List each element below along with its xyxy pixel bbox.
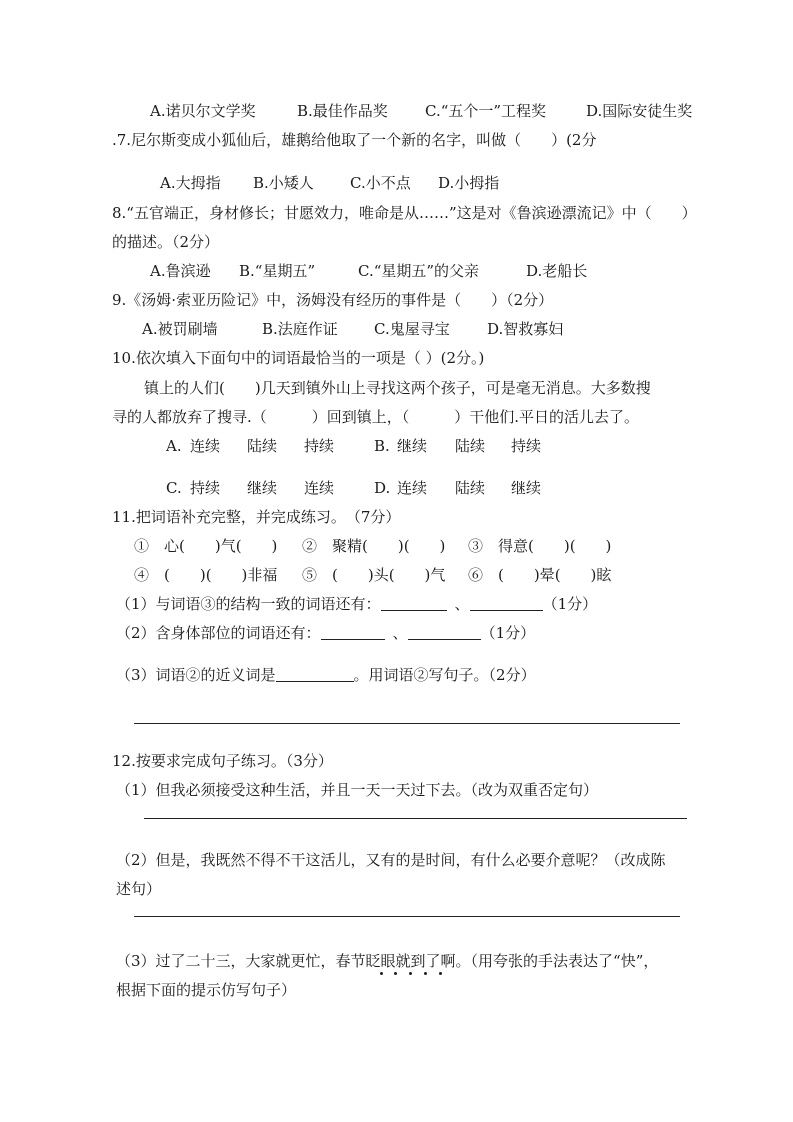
q12-sub2-line1: （2）但是，我既然不得不干这活儿，又有的是时间，有什么必要介意呢？（改成陈 bbox=[116, 851, 666, 869]
emphasis-dot bbox=[409, 972, 412, 975]
q11-sub2 bbox=[116, 623, 535, 643]
emphasis-dot bbox=[380, 972, 383, 975]
q12-stem: 12.按要求完成句子练习。（3分） bbox=[112, 752, 333, 770]
q11-word-2: ② 聚精( )( ) bbox=[302, 537, 446, 555]
q6-option-d: D.国际安徒生奖 bbox=[586, 102, 693, 120]
q10-option-b-word2: 陆续 bbox=[455, 437, 486, 455]
q10-option-d-word2: 陆续 bbox=[455, 479, 486, 497]
q11-word-3: ③ 得意( )( ) bbox=[468, 537, 612, 555]
q8-stem-line1: 8.“五官端正，身材修长；甘愿效力，唯命是从……”这是对《鲁滨逊漂流记》中（ ） bbox=[112, 204, 697, 222]
q10-option-b-word3: 持续 bbox=[511, 437, 542, 455]
q12-sub2-answer-line[interactable] bbox=[134, 916, 680, 917]
q8-option-d: D.老船长 bbox=[526, 262, 588, 280]
q7-option-a: A.大拇指 bbox=[160, 174, 221, 192]
q11-word-6: ⑥ ( )晕( )眩 bbox=[468, 566, 612, 584]
q11-sub3-blank[interactable] bbox=[276, 667, 354, 682]
q12-sub1-answer-line[interactable] bbox=[144, 818, 687, 819]
q8-option-a: A.鲁滨逊 bbox=[150, 262, 211, 280]
emphasis-dot bbox=[394, 972, 397, 975]
q11-sub2-blank-1[interactable] bbox=[321, 625, 385, 640]
q10-option-c-word1: 持续 bbox=[190, 479, 221, 497]
q11-word-1: ① 心( )气( ) bbox=[134, 537, 278, 555]
q10-option-c-word3: 连续 bbox=[304, 479, 335, 497]
q10-option-a-word1: 连续 bbox=[190, 437, 221, 455]
q11-sub2-separator: 、 bbox=[392, 624, 408, 642]
q10-passage-line2: 寻的人都放弃了搜寻.（ ）回到镇上，（ ）干他们.平日的活儿去了。 bbox=[112, 408, 640, 426]
q6-option-c: C.“五个一”工程奖 bbox=[425, 102, 547, 120]
q10-stem: 10.依次填入下面句中的词语最恰当的一项是（ ）(2分。) bbox=[112, 349, 485, 367]
q8-option-c: C.“星期五”的父亲 bbox=[358, 262, 480, 280]
q11-sub2-text: （2）含身体部位的词语还有： bbox=[116, 624, 321, 642]
q9-stem: 9.《汤姆·索亚历险记》中，汤姆没有经历的事件是（ ）（2分） bbox=[112, 291, 554, 309]
q10-option-a-word2: 陆续 bbox=[247, 437, 278, 455]
q11-sub3-instruction: 。用词语②写句子。（2分） bbox=[353, 666, 536, 684]
q11-sub1-blank-1[interactable] bbox=[381, 596, 447, 611]
q11-sub2-blank-2[interactable] bbox=[408, 625, 481, 640]
q12-sub3-line1: （3）过了二十三，大家就更忙，春节眨眼就到了啊。（用夸张的手法表达了“快”， bbox=[116, 952, 659, 970]
q11-word-5: ⑤ ( )头( )气 bbox=[302, 566, 446, 584]
q11-word-4: ④ ( )( )非福 bbox=[134, 566, 278, 584]
q11-sub1 bbox=[116, 594, 597, 614]
q11-sub1-blank-2[interactable] bbox=[470, 596, 543, 611]
q11-sub1-score: （1分） bbox=[542, 595, 598, 613]
q6-option-a: A.诺贝尔文学奖 bbox=[150, 102, 256, 120]
q10-option-d-word3: 继续 bbox=[511, 479, 542, 497]
q10-option-d-word1: 连续 bbox=[397, 479, 428, 497]
q12-sub3-line2: 根据下面的提示仿写句子） bbox=[116, 981, 297, 999]
q7-stem: .7.尼尔斯变成小狐仙后，雄鹅给他取了一个新的名字，叫做（ ）(2分 bbox=[112, 131, 597, 149]
q7-option-b: B.小矮人 bbox=[253, 174, 314, 192]
q10-option-b-letter: B. bbox=[374, 437, 390, 455]
q10-option-a-word3: 持续 bbox=[304, 437, 335, 455]
q12-sub2-line2: 述句） bbox=[116, 880, 162, 898]
q11-sub1-separator: 、 bbox=[454, 595, 470, 613]
emphasis-dot bbox=[424, 972, 427, 975]
q11-sub2-score: （1分） bbox=[480, 624, 536, 642]
q7-option-c: C.小不点 bbox=[350, 174, 411, 192]
q11-sub3-text: （3）词语②的近义词是 bbox=[116, 666, 276, 684]
q11-stem: 11.把词语补充完整，并完成练习。 （7分） bbox=[112, 508, 401, 526]
q9-option-c: C.鬼屋寻宝 bbox=[374, 320, 450, 338]
emphasis-dot bbox=[439, 972, 442, 975]
q7-option-d: D.小拇指 bbox=[438, 174, 500, 192]
q12-sub1: （1）但我必须接受这种生活，并且一天一天过下去。（改为双重否定句） bbox=[116, 781, 599, 799]
q10-option-c-word2: 继续 bbox=[247, 479, 278, 497]
q9-option-a: A.被罚刷墙 bbox=[142, 320, 218, 338]
q10-passage-line1: 镇上的人们( )几天到镇外山上寻找这两个孩子，可是毫无消息。大多数搜 bbox=[144, 379, 651, 397]
q9-option-d: D.智救寡妇 bbox=[487, 320, 564, 338]
q11-sub3 bbox=[116, 665, 536, 685]
q10-option-d-letter: D. bbox=[374, 479, 391, 497]
q6-option-b: B.最佳作品奖 bbox=[297, 102, 388, 120]
q10-option-c-letter: C. bbox=[166, 479, 182, 497]
q11-sub1-text: （1）与词语③的结构一致的词语还有： bbox=[116, 595, 381, 613]
q11-sub3-answer-line[interactable] bbox=[134, 723, 680, 724]
q8-option-b: B.“星期五” bbox=[239, 262, 316, 280]
q8-stem-line2: 的描述。（2分） bbox=[112, 233, 220, 251]
q9-option-b: B.法庭作证 bbox=[262, 320, 338, 338]
q10-option-a-letter: A. bbox=[166, 437, 182, 455]
q10-option-b-word1: 继续 bbox=[397, 437, 428, 455]
